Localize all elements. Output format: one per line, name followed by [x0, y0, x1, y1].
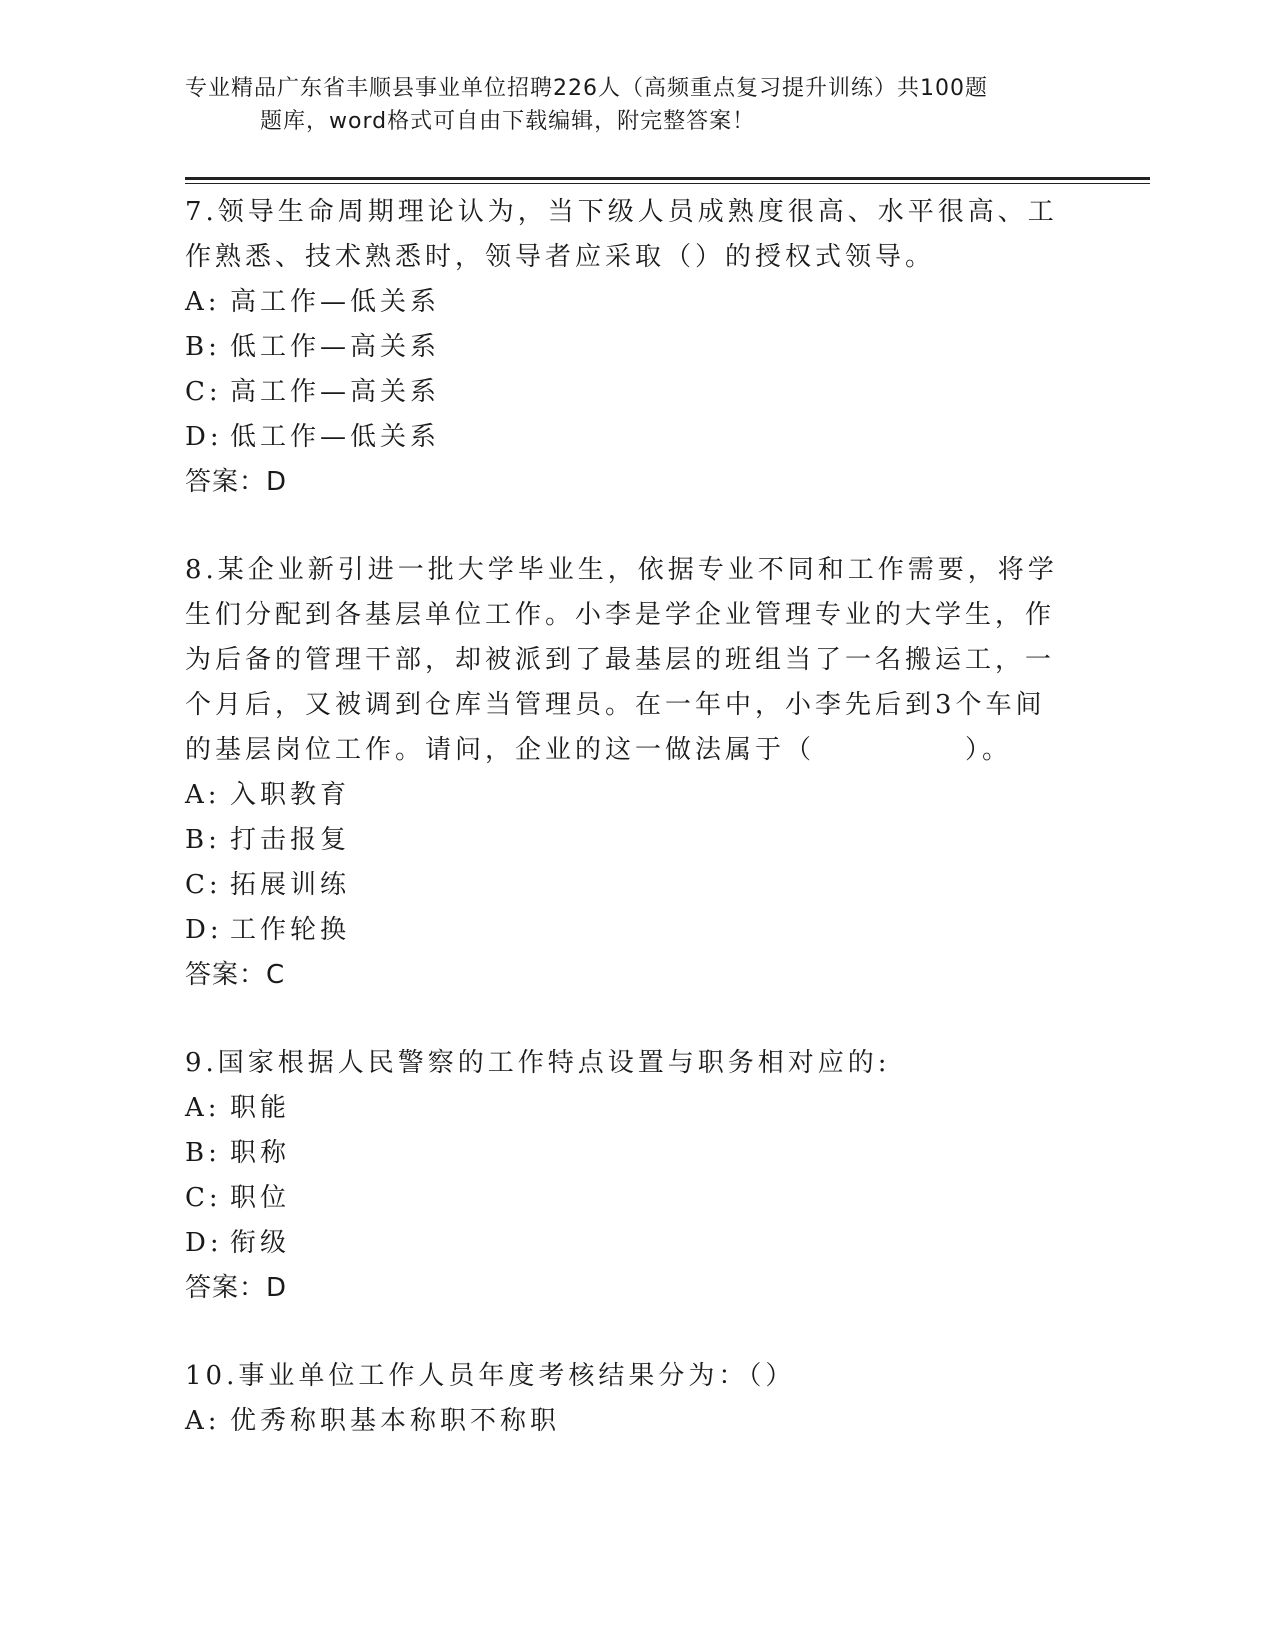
- option-text: 打击报复: [230, 825, 351, 855]
- option-letter: B:: [185, 1138, 221, 1168]
- option-c: [185, 370, 1065, 415]
- option-text: 职位: [230, 1183, 291, 1213]
- option-letter: C:: [185, 1183, 222, 1213]
- option-text: 优秀称职基本称职不称职: [230, 1406, 561, 1436]
- option-text: 低工作—低关系: [230, 422, 441, 452]
- option-c: [185, 1176, 1065, 1221]
- option-letter: C:: [185, 377, 222, 407]
- header-divider-thick: [185, 177, 1150, 180]
- question-9: [185, 1041, 1065, 1311]
- option-letter: A:: [185, 780, 221, 810]
- option-a: [185, 773, 1065, 818]
- option-d: [185, 1221, 1065, 1266]
- option-a: [185, 1399, 1065, 1444]
- option-d: [185, 415, 1065, 460]
- question-list: [185, 190, 1065, 1487]
- option-b: [185, 818, 1065, 863]
- option-letter: D:: [185, 422, 223, 452]
- option-letter: B:: [185, 332, 221, 362]
- question-stem: 8.某企业新引进一批大学毕业生，依据专业不同和工作需要，将学生们分配到各基层单位工作。小李是学企业管理专业的大学生，作为后备的管理干部，却被派到了最基层的班组当了一名搬运工，一个月后，又被调到仓库当管理员。在一年中，小李先后到3个车间的基层岗位工作。请问，企业的这一做法属于（ ）。: [185, 555, 1058, 765]
- answer-line: 答案：D: [185, 1273, 288, 1303]
- question-stem: 9.国家根据人民警察的工作特点设置与职务相对应的:: [185, 1048, 891, 1078]
- question-7: [185, 190, 1065, 505]
- option-b: [185, 1131, 1065, 1176]
- option-text: 拓展训练: [230, 870, 351, 900]
- option-c: [185, 863, 1065, 908]
- option-text: 职称: [230, 1138, 291, 1168]
- header-title-line-1: 专业精品广东省丰顺县事业单位招聘226人（高频重点复习提升训练）共100题: [185, 76, 988, 101]
- option-letter: D:: [185, 1228, 223, 1258]
- option-a: [185, 1086, 1065, 1131]
- option-letter: A:: [185, 1406, 221, 1436]
- question-8: [185, 548, 1065, 998]
- option-text: 低工作—高关系: [230, 332, 441, 362]
- option-text: 职能: [230, 1093, 291, 1123]
- option-text: 工作轮换: [230, 915, 351, 945]
- option-letter: B:: [185, 825, 221, 855]
- option-a: [185, 280, 1065, 325]
- question-10: [185, 1354, 1065, 1444]
- option-letter: D:: [185, 915, 223, 945]
- option-text: 高工作—高关系: [230, 377, 441, 407]
- option-letter: A:: [185, 1093, 221, 1123]
- page-header: [185, 72, 1065, 138]
- option-b: [185, 325, 1065, 370]
- option-d: [185, 908, 1065, 953]
- question-stem: 7.领导生命周期理论认为，当下级人员成熟度很高、水平很高、工作熟悉、技术熟悉时，领导者应采取（）的授权式领导。: [185, 197, 1058, 272]
- option-letter: C:: [185, 870, 222, 900]
- answer-line: 答案：C: [185, 960, 286, 990]
- option-letter: A:: [185, 287, 221, 317]
- option-text: 入职教育: [230, 780, 351, 810]
- option-text: 衔级: [230, 1228, 291, 1258]
- header-title-line-2: 题库，word格式可自由下载编辑，附完整答案！: [260, 109, 756, 134]
- answer-line: 答案：D: [185, 467, 288, 497]
- header-divider-thin: [185, 183, 1150, 184]
- option-text: 高工作—低关系: [230, 287, 441, 317]
- question-stem: 10.事业单位工作人员年度考核结果分为：（）: [185, 1361, 796, 1391]
